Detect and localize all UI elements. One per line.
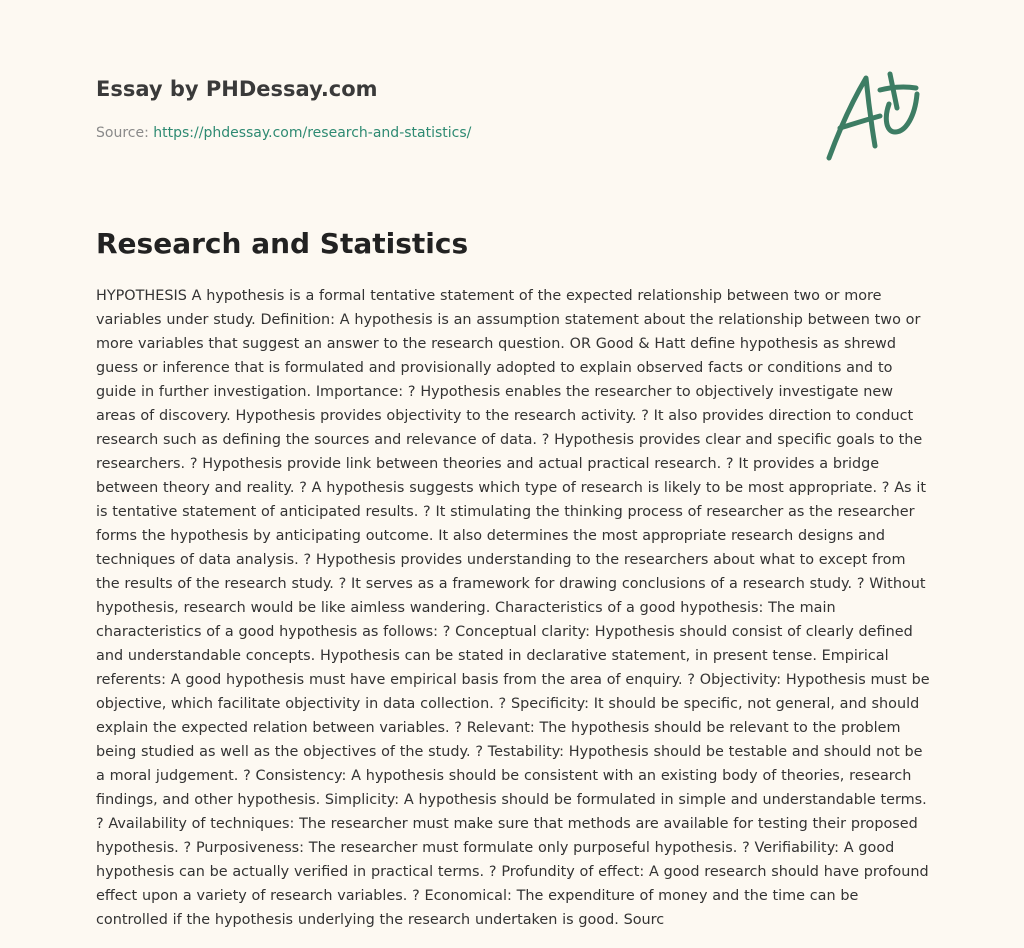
article-title: Research and Statistics	[96, 227, 469, 260]
a-plus-logo-icon	[820, 66, 930, 166]
site-brand: Essay by PHDessay.com	[96, 77, 378, 101]
source-label: Source:	[96, 125, 149, 141]
source-link[interactable]: https://phdessay.com/research-and-statistics/	[153, 125, 472, 141]
site-header	[96, 74, 378, 104]
article-body: HYPOTHESIS A hypothesis is a formal tentative statement of the expected relationship between two or more variables under study. Definition: A hypothesis is an assumption statement about the relationship between two or more variables that suggest an answer to the research question. OR Good & Hatt define hypothesis as shrewd guess or inference that is formulated and provisionally adopted to explain observed facts or conditions and to guide in further investigation. Importance: ? Hypothesis enables the researcher to objectively investigate new areas of discovery. Hypothesis provides objectivity to the research activity. ? It also provides direction to conduct research such as defining the sources and relevance of data. ? Hypothesis provides clear and specific goals to the researchers. ? Hypothesis provide link between theories and actual practical research. ? It provides a bridge between theory and reality. ? A hypothesis suggests which type of research is likely to be most appropriate. ? As it is tentative statement of anticipated results. ? It stimulating the thinking process of researcher as the researcher forms the hypothesis by anticipating outcome. It also determines the most appropriate research designs and techniques of data analysis. ? Hypothesis provides understanding to the researchers about what to except from the results of the research study. ? It serves as a framework for drawing conclusions of a research study. ? Without hypothesis, research would be like aimless wandering. Characteristics of a good hypothesis: The main characteristics of a good hypothesis as follows: ? Conceptual clarity: Hypothesis should consist of clearly defined and understandable concepts. Hypothesis can be stated in declarative statement, in present tense. Empirical referents: A good hypothesis must have empirical basis from the area of enquiry. ? Objectivity: Hypothesis must be objective, which facilitate objectivity in data collection. ? Specificity: It should be specific, not general, and should explain the expected relation between variables. ? Relevant: The hypothesis should be relevant to the problem being studied as well as the objectives of the study. ? Testability: Hypothesis should be testable and should not be a moral judgement. ? Consistency: A hypothesis should be consistent with an existing body of theories, research findings, and other hypothesis. Simplicity: A hypothesis should be formulated in simple and understandable terms. ? Availability of techniques: The researcher must make sure that methods are available for testing their proposed hypothesis. ? Purposiveness: The researcher must formulate only purposeful hypothesis. ? Verifiability: A good hypothesis can be actually verified in practical terms. ? Profundity of effect: A good research should have profound effect upon a variety of research variables. ? Economical: The expenditure of money and the time can be controlled if the hypothesis underlying the research undertaken is good. Sourc	[96, 288, 930, 928]
source-line	[96, 123, 471, 143]
